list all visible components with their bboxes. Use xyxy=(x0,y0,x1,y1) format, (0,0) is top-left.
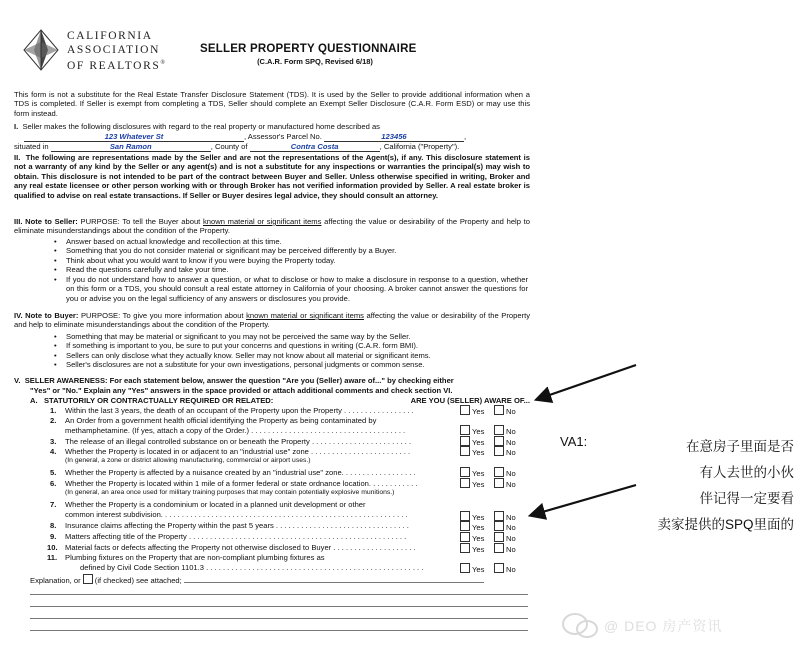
question-text: Within the last 3 years, the death of an occupant of the Property upon the Property . . . . . . . . . . . . . . . . . xyxy=(65,406,414,415)
county-field[interactable]: Contra Costa xyxy=(250,142,380,152)
list-item: • Seller's disclosures are not a substitute for your own investigations, personal judgments or common sense. xyxy=(58,360,528,369)
arrow-to-aware-header xyxy=(538,365,636,399)
question-text: Whether the Property is located in or adjacent to an "industrial use" zone . . . . . . . . . . . . . . . . . . . . . . . . xyxy=(65,447,411,456)
question-text: Whether the Property is a condominium or located in a planned unit development or other xyxy=(65,500,366,509)
question-text-continued: defined by Civil Code Section 1101.3 . . . . . . . . . . . . . . . . . . . . . . . . . . . . . . . . . . . . . . . . . . . . . . . . . . . . xyxy=(80,563,424,572)
question-note: (In general, an area once used for military training purposes that may contain potentially explosive munitions.) xyxy=(65,489,395,496)
list-item: • Something that you do not consider material or significant may be perceived differently by a Buyer. xyxy=(58,246,528,255)
form-subtitle: (C.A.R. Form SPQ, Revised 6/18) xyxy=(257,57,373,67)
city-field[interactable]: San Ramon xyxy=(51,142,211,152)
yes-no-pair: Yes No xyxy=(460,436,540,447)
question-number: 8. xyxy=(50,521,57,530)
logo-line-3: OF REALTORS® xyxy=(67,59,167,72)
annotation-line: 在意房子里面是否 xyxy=(686,439,794,454)
section-3-text: III. Note to Seller: PURPOSE: To tell the Buyer about known material or significant items affecting the value or desirability of the Property and help to eliminate misunderstandings about the condition of the Property. xyxy=(14,217,531,236)
annotation-line: 卖家提供的SPQ里面的 xyxy=(657,517,794,532)
watermark-text: @ DEO 房产资讯 xyxy=(604,618,723,634)
question-text: Whether the Property is located within 1 mile of a former federal or state ordnance location. . . . . . . . . . . . xyxy=(65,479,418,488)
question-text: The release of an illegal controlled substance on or beneath the Property . . . . . . . . . . . . . . . . . . . . . . . . xyxy=(65,437,412,446)
annotation-label: VA1: xyxy=(560,434,588,449)
section-5-text-1: V. SELLER AWARENESS: For each statement below, answer the question "Are you (Seller) aware of..." by checking either xyxy=(14,376,454,385)
yes-no-pair: Yes No xyxy=(460,543,540,554)
intro-paragraph: This form is not a substitute for the Real Estate Transfer Disclosure Statement (TDS). It is used by the Seller to provide additional information when a TDS is completed. If Seller is exempt from completing a TDS, Seller should complete an Exempt Seller Disclosure (C.A.R. Form ESD) or may use this form instead. xyxy=(14,90,530,118)
yes-no-pair: Yes No xyxy=(460,511,540,522)
list-item: • Read the questions carefully and take your time. xyxy=(58,265,528,274)
explanation-row: Explanation, or (if checked) see attached; xyxy=(30,574,530,585)
yes-no-pair: Yes No xyxy=(460,521,540,532)
question-number: 6. xyxy=(50,479,57,488)
section-1-text: I. Seller makes the following disclosures with regard to the real property or manufactured home described as xyxy=(14,122,380,131)
list-item: • Answer based on actual knowledge and recollection at this time. xyxy=(58,237,528,246)
question-number: 11. xyxy=(47,553,58,562)
logo-line-1: CALIFORNIA xyxy=(67,30,153,42)
question-text: Plumbing fixtures on the Property that are non-compliant plumbing fixtures as xyxy=(65,553,325,562)
logo-line-2: ASSOCIATION xyxy=(67,43,160,56)
property-address-field[interactable]: 123 Whatever St xyxy=(24,132,244,142)
yes-no-pair: Yes No xyxy=(460,467,540,478)
yes-no-pair: Yes No xyxy=(460,532,540,543)
section-5-text-2: "Yes" or "No." Explain any "Yes" answers in the space provided or attach additional comments and check section VI. xyxy=(30,386,453,395)
yes-no-pair: Yes No xyxy=(460,563,540,574)
watermark xyxy=(560,612,790,642)
question-text-continued: methamphetamine. (If yes, attach a copy of the Order.) . . . . . . . . . . . . . . . . . . . . . . . . . . . . . . . . . . . . . xyxy=(65,426,406,435)
aware-of-header: ARE YOU (SELLER) AWARE OF... xyxy=(410,396,530,405)
question-number: 7. xyxy=(50,500,57,509)
question-text-continued: common interest subdivision. . . . . . . . . . . . . . . . . . . . . . . . . . . . . . . . . . . . . . . . . . . . . . . . . . . . . . . . . . . xyxy=(65,510,408,519)
question-number: 2. xyxy=(50,416,57,425)
question-number: 10. xyxy=(47,543,58,552)
annotation-line: 伴记得一定要看 xyxy=(699,491,794,506)
section-1-location-row: situated in San Ramon , County of Contra Costa , California ("Property"). xyxy=(14,142,460,151)
section-2-text: II. The following are representations made by the Seller and are not the representations of the Agent(s), if any. This disclosure statement is not a warranty of any kind by the Seller or any agent(s) and is not a substitute for any inspections or warranties the principal(s) may wish to obtain. This disclosure is not intended to be part of the contract between Buyer and Seller. Unless otherwise specified in writing, Broker and any real estate licensee or other person working with or through Broker has not verified information provided by Seller. A real estate broker is qualified to advise on real estate transactions. If Seller or Buyer desires legal advice, they should consult an attorney. xyxy=(14,153,530,200)
question-number: 9. xyxy=(50,532,57,541)
question-text: Matters affecting title of the Property . . . . . . . . . . . . . . . . . . . . . . . . . . . . . . . . . . . . . . . . . . . . . . . . . . . . xyxy=(65,532,407,541)
yes-no-pair: Yes No xyxy=(460,446,540,457)
section-4-text: IV. Note to Buyer: PURPOSE: To give you more information about known material or significant items affecting the value or desirability of the Property and help to eliminate misunderstandings about the condition of the Property. xyxy=(14,311,530,330)
assessor-parcel-field[interactable]: 123456 xyxy=(324,132,464,142)
question-note: (In general, a zone or district allowing manufacturing, commercial or airport uses.) xyxy=(65,457,311,464)
yes-no-pair: Yes No xyxy=(460,425,540,436)
yes-no-pair: Yes No xyxy=(460,478,540,489)
annotation-line: 有人去世的小伙 xyxy=(699,465,794,480)
list-item: • If you do not understand how to answer a question, or what to disclose or how to make a disclosure in response to a question, whether on this form or a TDS, you should consult a real estate attorney in California of your choosing. A broker cannot answer the questions for you or advise you on the legal sufficiency of any answers or disclosures you provide. xyxy=(58,275,528,303)
list-item: • Think about what you would want to know if you were buying the Property today. xyxy=(58,256,528,265)
question-number: 1. xyxy=(50,406,57,415)
question-text: Material facts or defects affecting the Property not otherwise disclosed to Buyer . . . . . . . . . . . . . . . . . . . . xyxy=(65,543,416,552)
question-text: Whether the Property is affected by a nuisance created by an "industrial use" zone. . . . . . . . . . . . . . . . . . xyxy=(65,468,416,477)
question-number: 3. xyxy=(50,437,57,446)
question-number: 4. xyxy=(50,447,57,456)
annotation-text xyxy=(604,434,794,538)
question-number: 5. xyxy=(50,468,57,477)
section-1-address-row: 123 Whatever St , Assessor's Parcel No. 123456 , xyxy=(14,132,530,142)
question-text: An Order from a government health official identifying the Property as being contaminated by xyxy=(65,416,377,425)
yes-no-pair: Yes No xyxy=(460,405,540,416)
list-item: • Sellers can only disclose what they actually know. Seller may not know about all material or significant items. xyxy=(58,351,528,360)
list-item: • If something is important to you, be sure to put your concerns and questions in writing (C.A.R. form BMI). xyxy=(58,341,528,350)
section-5a-heading: A. STATUTORILY OR CONTRACTUALLY REQUIRED OR RELATED: ARE YOU (SELLER) AWARE OF... xyxy=(30,396,530,405)
list-item: • Something that may be material or significant to you may not be perceived the same way by the Seller. xyxy=(58,332,528,341)
form-title: SELLER PROPERTY QUESTIONNAIRE xyxy=(200,43,417,55)
wechat-icon xyxy=(560,612,600,640)
question-text: Insurance claims affecting the Property within the past 5 years . . . . . . . . . . . . . . . . . . . . . . . . . . . . . . . . xyxy=(65,521,409,530)
